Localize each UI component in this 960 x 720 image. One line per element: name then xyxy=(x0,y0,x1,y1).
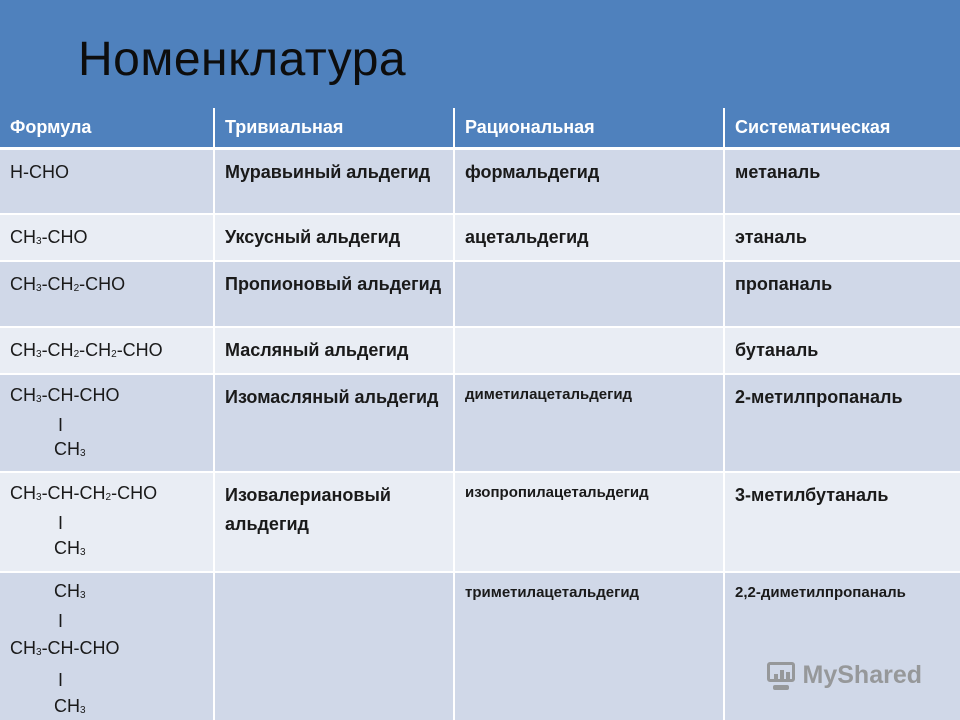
formula-cell xyxy=(0,472,214,572)
table-row xyxy=(0,472,960,572)
trivial-name-cell: Пропионовый альдегид xyxy=(214,261,454,327)
formula-cell xyxy=(0,327,214,374)
formula-line: H-CHO xyxy=(10,161,69,182)
formula-line: $CH_3-CH$-CHO xyxy=(10,638,120,658)
nomenclature-table xyxy=(0,108,960,720)
formula-line: $CH_3-CH_2-CH_2$-CHO xyxy=(10,340,163,360)
rational-name-cell xyxy=(454,327,724,374)
rational-name-cell xyxy=(454,261,724,327)
watermark-text: MyShared xyxy=(802,660,922,689)
trivial-name-cell: Изовалериановый альдегид xyxy=(214,472,454,572)
systematic-name-cell: 3-метилбутаналь xyxy=(724,472,960,572)
myshared-watermark xyxy=(765,660,922,690)
table-row xyxy=(0,261,960,327)
trivial-name-cell: Уксусный альдегид xyxy=(214,214,454,261)
formula-cell xyxy=(0,261,214,327)
formula-branch-line: I xyxy=(58,670,64,690)
formula-line: $CH_3$ xyxy=(54,538,86,558)
table-row xyxy=(0,374,960,472)
formula-branch-line: I xyxy=(58,415,64,435)
table-row xyxy=(0,327,960,374)
table-header-row xyxy=(0,108,960,148)
formula-line: $CH_3-CH_2$-CHO xyxy=(10,274,126,294)
table-row xyxy=(0,148,960,214)
formula-line: $CH_3$ xyxy=(54,696,86,716)
header-formula: Формула xyxy=(0,108,214,148)
formula-line: $CH_3-CH-CH_2$-CHO xyxy=(10,483,158,503)
header-trivial: Тривиальная xyxy=(214,108,454,148)
table-row xyxy=(0,214,960,261)
systematic-name-cell: бутаналь xyxy=(724,327,960,374)
rational-name-cell: диметилацетальдегид xyxy=(454,374,724,472)
formula-cell xyxy=(0,148,214,214)
formula-line: $CH_3$ xyxy=(54,439,86,459)
nomenclature-table-container xyxy=(0,108,960,720)
rational-name-cell: ацетальдегид xyxy=(454,214,724,261)
systematic-name-cell: метаналь xyxy=(724,148,960,214)
slide-title: Номенклатура xyxy=(78,33,407,86)
systematic-name-cell: этаналь xyxy=(724,214,960,261)
formula-line: $CH_3-CH$-CHO xyxy=(10,385,120,405)
trivial-name-cell: Муравьиный альдегид xyxy=(214,148,454,214)
trivial-name-cell: Изомасляный альдегид xyxy=(214,374,454,472)
formula-cell xyxy=(0,374,214,472)
rational-name-cell: триметилацетальдегид xyxy=(454,572,724,720)
formula-cell xyxy=(0,214,214,261)
formula-line: $CH_3$ xyxy=(54,581,86,601)
systematic-name-cell: 2,2-диметилпропаналь xyxy=(724,572,960,720)
formula-line: $CH_3$-CHO xyxy=(10,227,88,247)
formula-branch-line: I xyxy=(58,611,64,631)
rational-name-cell: изопропилацетальдегид xyxy=(454,472,724,572)
presentation-board-icon xyxy=(765,660,797,690)
formula-cell xyxy=(0,572,214,720)
formula-branch-line: I xyxy=(58,513,64,533)
header-systematic: Систематическая xyxy=(724,108,960,148)
rational-name-cell: формальдегид xyxy=(454,148,724,214)
table-row xyxy=(0,572,960,720)
trivial-name-cell: Масляный альдегид xyxy=(214,327,454,374)
trivial-name-cell xyxy=(214,572,454,720)
systematic-name-cell: пропаналь xyxy=(724,261,960,327)
header-rational: Рациональная xyxy=(454,108,724,148)
systematic-name-cell: 2-метилпропаналь xyxy=(724,374,960,472)
